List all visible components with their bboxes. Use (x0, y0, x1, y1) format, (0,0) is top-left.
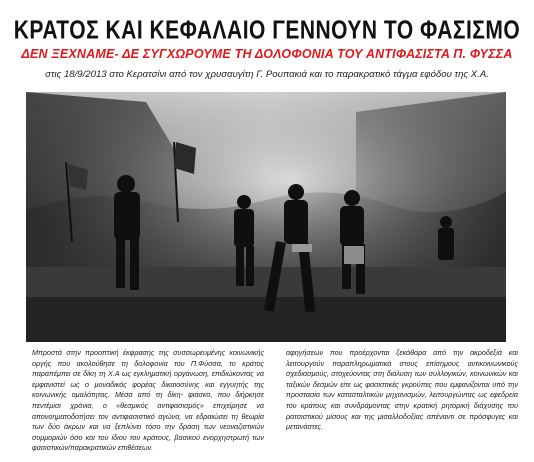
byline: στις 18/9/2013 στο Κερατσίνι από τον χρυσαυγίτη Γ. Ρουπακιά και το παρακρατικό τάγμα εφόδου της Χ.Α. (45, 69, 489, 80)
article-right-column: αφηγήσεων που προέρχονται ξεκάθαρα από την ακροδεξιά και λειτουργούν παραπληρωματικά στους επίσημους αντικοινωνικούς σχεδιασμούς, στοχεύοντας στη διάλυση των συλλογικών, κοινωνικών και ταξικών δεσμών είτε ως φασιστικές γκρούπες που εμφανίζονται υπό την προστασία των κατασταλτικών μηχανισμών, λειτουργώντας ως εφεδρεία του κράτους και συνδράμοντας στην κρατική ρητορική διάχυσης του ρατσιστικού μίσους και της μισαλλοδοξίας απέναντι σε πρόσφυγες και μετανάστες. (286, 348, 518, 432)
riot-scene-photo (26, 92, 506, 342)
riot-scene-image (26, 92, 506, 342)
headline: ΚΡΑΤΟΣ ΚΑΙ ΚΕΦΑΛΑΙΟ ΓΕΝΝΟΥΝ ΤΟ ΦΑΣΙΣΜΟ (13, 16, 521, 45)
article-left-column: Μπροστά στην προοπτική έκφρασης της συσσωρευμένης κοινωνικής οργής που ακολούθησε τη δολοφονία του Π.Φύσσα, το κράτος παραπέμπει σε δίκη τη Χ.Α ως εγκληματική οργάνωση, επιδιώκοντας να εμφανιστεί ως ο μοναδικός φορέας δικαιοσύνης και εγγυητής της κοινωνικής ομαλότητας. Μέσα από τη δίκη- φιάσκο, που διήρκησε πεντέμισι χρόνια, ο «θεσμικός αντιφασισμός» επιχείρησε να απονοηματοδοτήσει τον αντιφασιστικό αγώνα, να εδραιώσει τη θεωρία των δύο άκρων και να ξεπλύνει τόσο την δράση των νεοναζιστικών συμμοριών όσο και του ίδιου του κράτους, βασικού ενορχηστρωτή των φασιστικών/παρακρατικών επιθέσεων. (32, 348, 264, 453)
red-subtitle: ΔΕΝ ΞΕΧΝΑΜΕ- ΔΕ ΣΥΓΧΩΡΟΥΜΕ ΤΗ ΔΟΛΟΦΟΝΙΑ ΤΟΥ ΑΝΤΙΦΑΣΙΣΤΑ Π. ΦΥΣΣΑ (21, 47, 513, 61)
